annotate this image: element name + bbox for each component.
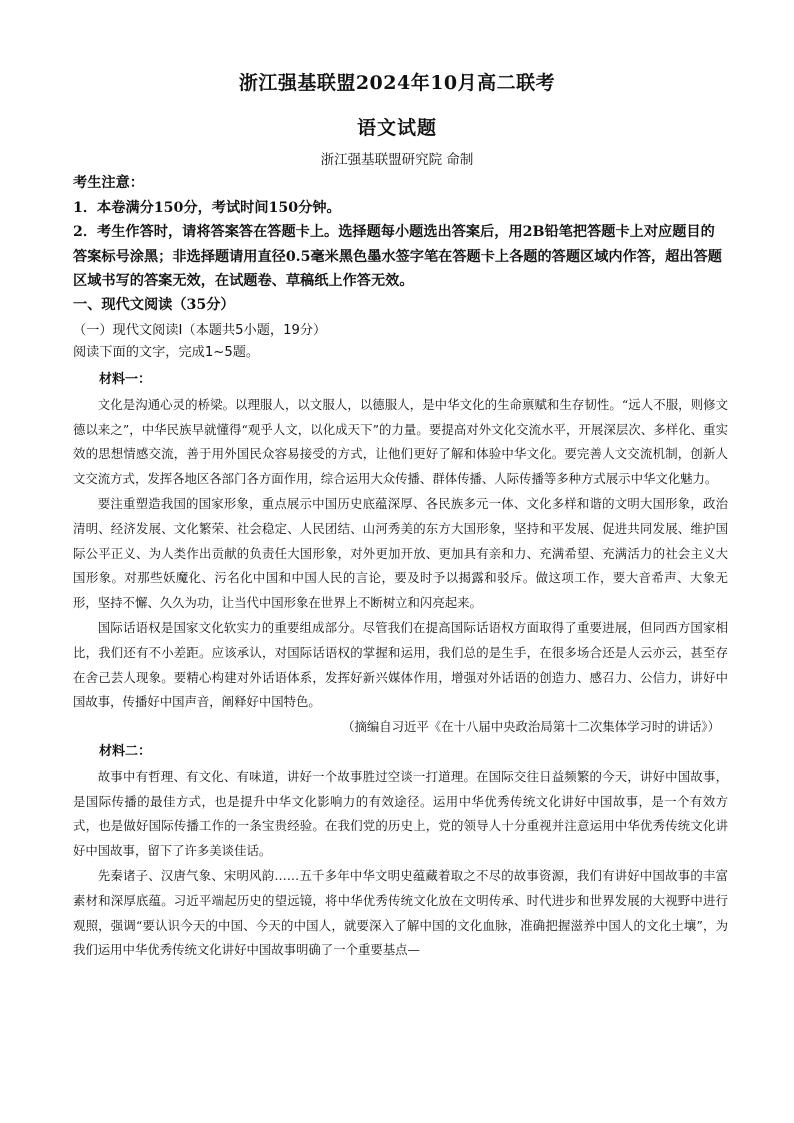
notice-item-2: 2．考生作答时，请将答案答在答题卡上。选择题每小题选出答案后，用2B铅笔把答题卡上对应题目的答案标号涂黑；非选择题请用直径0.5毫米黑色墨水签字笔在答题卡上各题的答题区域内作答，超出答题区域书写的答案无效，在试题卷、草稿纸上作答无效。 (73, 224, 722, 289)
material-1-paragraph: 文化是沟通心灵的桥梁。以理服人，以文服人，以德服人，是中华文化的生命禀赋和生存韧性。“远人不服，则修文德以来之”，中华民族早就懂得“观乎人文，以化成天下”的力量。要提高对外文化交流水平，开展深层次、多样化、重实效的思想情感交流，善于用外国民众容易接受的方式，让他们更好了解和体验中华文化。要完善人文交流机制，创新人文交流方式，发挥各地区各部门各方面作用，综合运用大众传播、群体传播、人际传播等多种方式展示中华文化魅力。 (73, 396, 728, 487)
material-1-paragraph: 国际话语权是国家文化软实力的重要组成部分。尽管我们在提高国际话语权方面取得了重要进展，但同西方国家相比，我们还有不小差距。应该承认，对国际话语权的掌握和运用，我们总的是生手，在很多场合还是人云亦云，甚至存在舍己芸人现象。要精心构建对外话语体系，发挥好新兴媒体作用，增强对外话语的创造力、感召力、公信力，讲好中国故事，传播好中国声音，阐释好中国特色。 (73, 619, 728, 710)
material-1-paragraph: 要注重塑造我国的国家形象，重点展示中国历史底蕴深厚、各民族多元一体、文化多样和谐的文明大国形象，政治清明、经济发展、文化繁荣、社会稳定、人民团结、山河秀美的东方大国形象，坚持和平发展、促进共同发展、维护国际公平正义、为人类作出贡献的负责任大国形象，对外更加开放、更加具有亲和力、充满希望、充满活力的社会主义大国形象。对那些妖魔化、污名化中国和中国人民的言论，要及时予以揭露和驳斥。做这项工作，要大音希声、大象无形，坚持不懈、久久为功，让当代中国形象在世界上不断树立和闪亮起来。 (73, 495, 728, 611)
reading-passage (73, 368, 728, 963)
notice-item-1: 1．本卷满分150分，考试时间150分钟。 (73, 199, 341, 216)
material-2-paragraph: 先秦诸子、汉唐气象、宋明风韵……五千多年中华文明史蕴藏着取之不尽的故事资源，我们有讲好中国故事的丰富素材和深厚底蕴。习近平端起历史的望远镜，将中华优秀传统文化放在文明传承、时代进步和世界发展的大视野中进行观照，强调“要认识今天的中国、今天的中国人，就要深入了解中国的文化血脉，准确把握滋养中国人的文化土壤”，为我们运用中华优秀传统文化讲好中国故事明确了一个重要基点— (73, 867, 728, 958)
exam-author: 浙江强基联盟研究院 命制 (320, 152, 474, 168)
exam-notice (73, 171, 728, 294)
material-1-source: （摘编自习近平《在十八届中央政治局第十二次集体学习时的讲话》） (342, 719, 720, 735)
section-sub-title: （一）现代文阅读Ⅰ（本题共5小题，19分） (73, 323, 327, 338)
material-1-label: 材料一： (99, 372, 152, 387)
exam-title: 浙江强基联盟2024年10月高二联考 (238, 72, 556, 94)
section-instruction: 阅读下面的文字，完成1~5题。 (73, 345, 260, 360)
material-2-label: 材料二： (99, 743, 152, 759)
exam-subject: 语文试题 (356, 117, 437, 139)
notice-heading: 考生注意： (73, 175, 144, 191)
material-2-paragraph: 故事中有哲理、有文化、有味道，讲好一个故事胜过空谈一打道理。在国际交往日益频繁的今天，讲好中国故事，是国际传播的最佳方式，也是提升中华文化影响力的有效途径。运用中华优秀传统文化讲好中国故事，是一个有效方式，也是做好国际传播工作的一条宝贵经验。在我们党的历史上，党的领导人十分重视并注意运用中华优秀传统文化讲好中国故事，留下了许多美谈佳话。 (73, 768, 728, 859)
section-heading: 一、现代文阅读（35分） (73, 297, 235, 313)
section-subheading (73, 320, 728, 364)
